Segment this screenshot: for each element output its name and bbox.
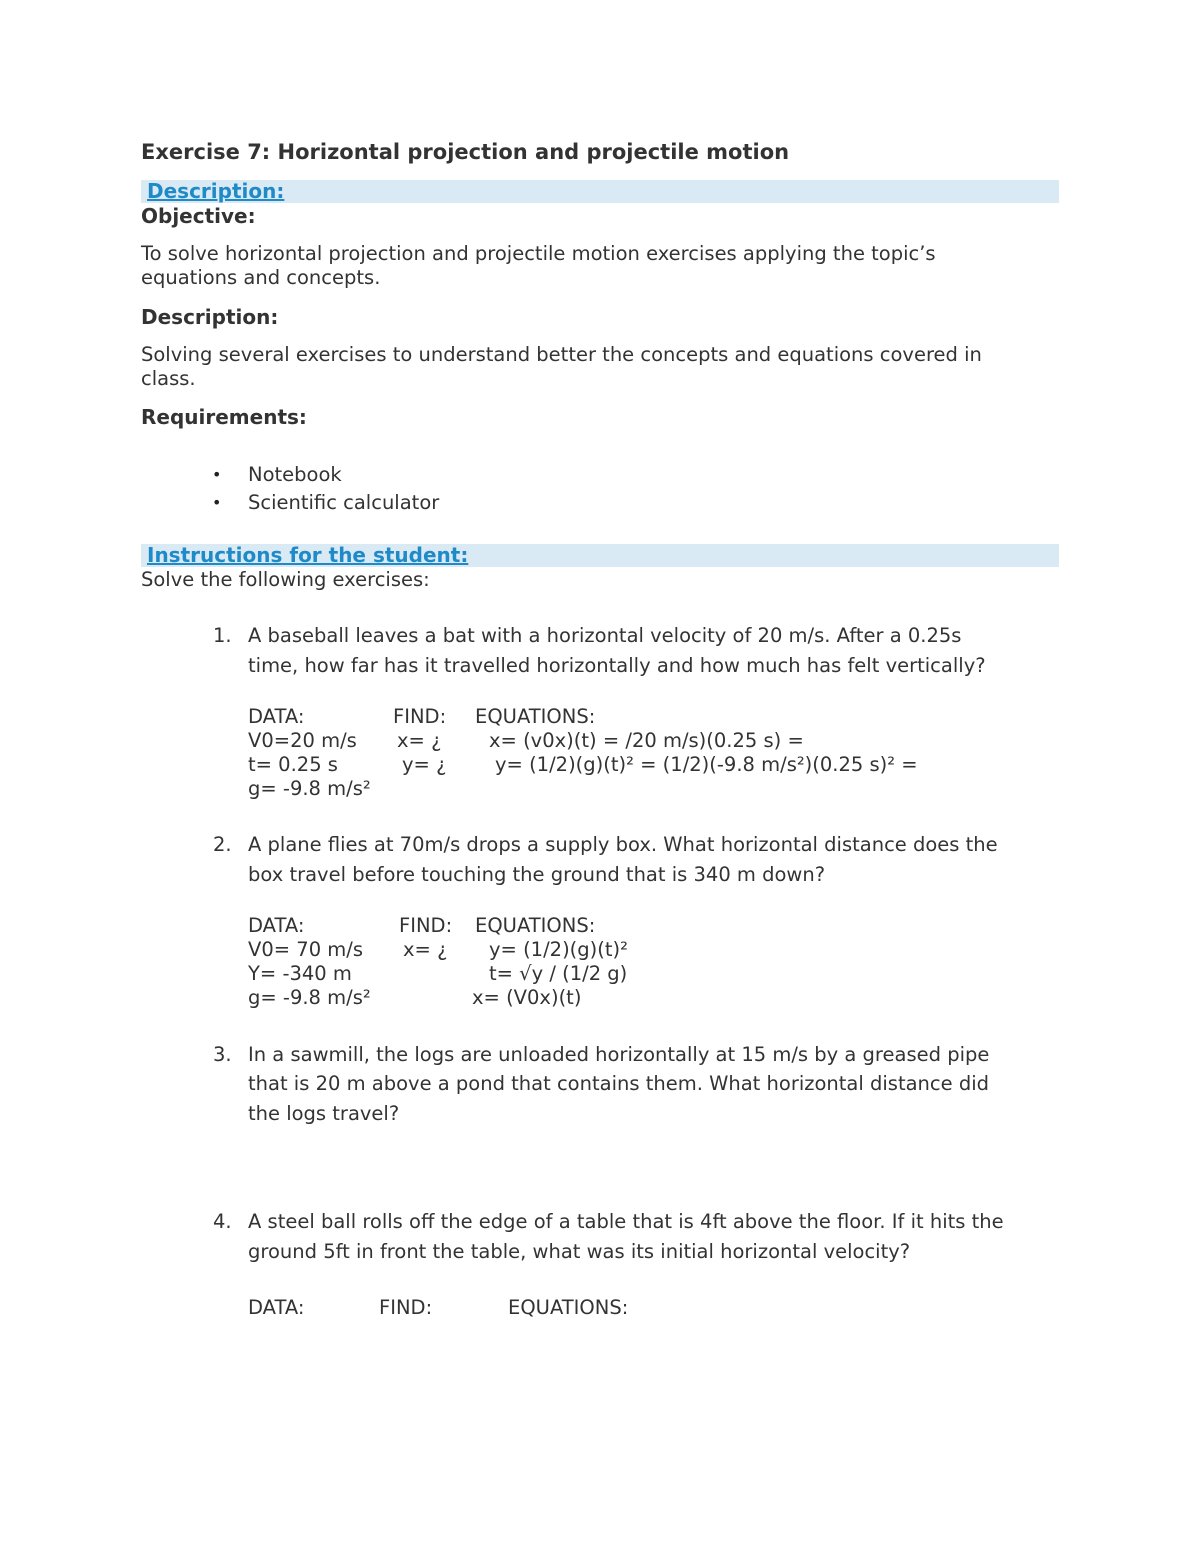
instructions-band-label: Instructions for the student: (147, 543, 469, 567)
exercise-number: 3. (213, 1043, 232, 1066)
data-value: V0=20 m/s (248, 729, 357, 752)
data-header: DATA: (248, 1296, 305, 1319)
requirement-item: Notebook (248, 463, 342, 486)
requirement-item: Scientific calculator (248, 491, 440, 514)
exercise-1-line-2: time, how far has it travelled horizontally and how much has felt vertically? (248, 654, 986, 677)
description-line-1: Solving several exercises to understand better the concepts and equations covered in (141, 343, 982, 366)
equations-header: EQUATIONS: (508, 1296, 629, 1319)
requirements-heading: Requirements: (141, 405, 307, 429)
objective-line-1: To solve horizontal projection and projectile motion exercises applying the topic’s (141, 242, 936, 265)
data-value: V0= 70 m/s (248, 938, 364, 961)
find-header: FIND: (399, 914, 453, 937)
data-value: t= 0.25 s (248, 753, 338, 776)
data-header: DATA: (248, 914, 305, 937)
exercise-number: 4. (213, 1210, 232, 1233)
find-header: FIND: (379, 1296, 433, 1319)
exercise-3-line-3: the logs travel? (248, 1102, 400, 1125)
exercise-number: 1. (213, 624, 232, 647)
exercise-number: 2. (213, 833, 232, 856)
description-band (141, 180, 1059, 203)
find-value: x= ¿ (403, 938, 448, 961)
equations-header: EQUATIONS: (475, 705, 596, 728)
exercise-3-line-2: that is 20 m above a pond that contains them. What horizontal distance did (248, 1072, 989, 1095)
bullet-icon: • (212, 493, 222, 512)
page-title: Exercise 7: Horizontal projection and projectile motion (141, 140, 790, 164)
exercise-1-line-1: A baseball leaves a bat with a horizontal velocity of 20 m/s. After a 0.25s (248, 624, 962, 647)
exercise-4-line-2: ground 5ft in front the table, what was its initial horizontal velocity? (248, 1240, 911, 1263)
find-header: FIND: (393, 705, 447, 728)
description-line-2: class. (141, 367, 196, 390)
equation-value: y= (1/2)(g)(t)² (489, 938, 628, 961)
exercise-3-line-1: In a sawmill, the logs are unloaded horizontally at 15 m/s by a greased pipe (248, 1043, 990, 1066)
instructions-band (141, 544, 1059, 567)
data-header: DATA: (248, 705, 305, 728)
data-value: g= -9.8 m/s² (248, 777, 371, 800)
exercise-2-line-2: box travel before touching the ground that is 340 m down? (248, 863, 826, 886)
find-value: y= ¿ (402, 753, 447, 776)
equation-value: x= (V0x)(t) (472, 986, 582, 1009)
description-heading: Description: (141, 305, 279, 329)
equation-value: y= (1/2)(g)(t)² = (1/2)(-9.8 m/s²)(0.25 s)² = (495, 753, 918, 776)
instructions-text: Solve the following exercises: (141, 568, 430, 591)
description-band-label: Description: (147, 179, 285, 203)
find-value: x= ¿ (397, 729, 442, 752)
exercise-4-line-1: A steel ball rolls off the edge of a table that is 4ft above the floor. If it hits the (248, 1210, 1004, 1233)
bullet-icon: • (212, 465, 222, 484)
equation-value: x= (v0x)(t) = /20 m/s)(0.25 s) = (489, 729, 804, 752)
equations-header: EQUATIONS: (475, 914, 596, 937)
objective-line-2: equations and concepts. (141, 266, 381, 289)
objective-heading: Objective: (141, 204, 256, 228)
exercise-2-line-1: A plane flies at 70m/s drops a supply box. What horizontal distance does the (248, 833, 998, 856)
data-value: Y= -340 m (248, 962, 352, 985)
equation-value: t= √y / (1/2 g) (489, 962, 628, 985)
data-value: g= -9.8 m/s² (248, 986, 371, 1009)
